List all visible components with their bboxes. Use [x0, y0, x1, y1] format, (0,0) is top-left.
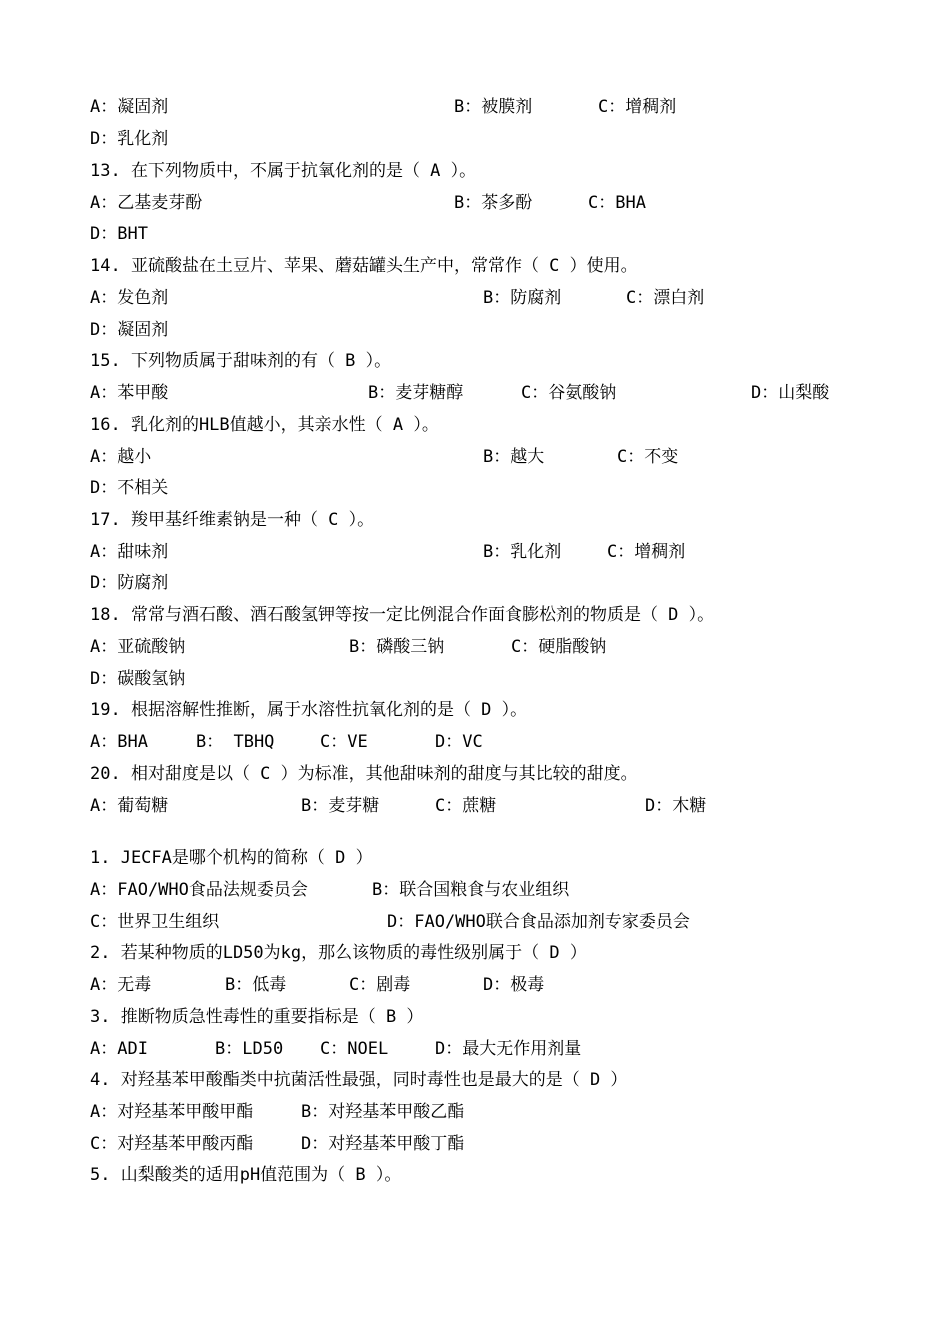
option-a: A：亚硫酸钠: [90, 637, 186, 657]
option-a: A：无毒: [90, 975, 152, 995]
option-a: A：葡萄糖: [90, 796, 169, 816]
option-b: B：对羟基苯甲酸乙酯: [301, 1102, 465, 1122]
question-text: 19. 根据溶解性推断，属于水溶性抗氧化剂的是（ D ）。: [90, 700, 528, 720]
option-c: C：硬脂酸钠: [511, 637, 607, 657]
question-text: 2. 若某种物质的LD50为kg，那么该物质的毒性级别属于（ D ）: [90, 943, 587, 963]
option-a: A：越小: [90, 447, 152, 467]
option-d: D：山梨酸: [751, 383, 830, 403]
question-text: 16. 乳化剂的HLB值越小，其亲水性（ A ）。: [90, 415, 439, 435]
option-b: B：被膜剂: [454, 97, 533, 117]
question-text: 3. 推断物质急性毒性的重要指标是（ B ）: [90, 1007, 424, 1027]
option-b: B：防腐剂: [483, 288, 562, 308]
option-b: B：LD50: [215, 1039, 284, 1059]
question-text: 4. 对羟基苯甲酸酯类中抗菌活性最强，同时毒性也是最大的是（ D ）: [90, 1070, 628, 1090]
option-b: B：麦芽糖醇: [368, 383, 464, 403]
option-d: D：VC: [435, 732, 483, 752]
option-b: B：低毒: [225, 975, 287, 995]
option-b: B：麦芽糖: [301, 796, 380, 816]
question-text: 17. 羧甲基纤维素钠是一种（ C ）。: [90, 510, 375, 530]
option-b: B：越大: [483, 447, 545, 467]
option-d: D：木糖: [645, 796, 707, 816]
option-c: C：VE: [320, 732, 368, 752]
option-c: C：增稠剂: [598, 97, 677, 117]
question-text: 13. 在下列物质中，不属于抗氧化剂的是（ A ）。: [90, 161, 477, 181]
option-c: C：剧毒: [349, 975, 411, 995]
option-a: A：凝固剂: [90, 97, 169, 117]
option-c: C：对羟基苯甲酸丙酯: [90, 1134, 254, 1154]
option-d: D：FAO/WHO联合食品添加剂专家委员会: [387, 912, 690, 932]
option-c: C：增稠剂: [607, 542, 686, 562]
option-d: D：极毒: [483, 975, 545, 995]
option-b: B： TBHQ: [196, 732, 275, 752]
question-text: 15. 下列物质属于甜味剂的有（ B ）。: [90, 351, 392, 371]
option-d: D：对羟基苯甲酸丁酯: [301, 1134, 465, 1154]
option-c: C：蔗糖: [435, 796, 497, 816]
option-a: A：ADI: [90, 1039, 148, 1059]
option-c: C：BHA: [588, 193, 646, 213]
question-text: 20. 相对甜度是以（ C ）为标准，其他甜味剂的甜度与其比较的甜度。: [90, 764, 638, 784]
option-d: D：不相关: [90, 478, 169, 498]
option-d: D：BHT: [90, 224, 148, 244]
option-a: A：对羟基苯甲酸甲酯: [90, 1102, 254, 1122]
option-a: A：FAO/WHO食品法规委员会: [90, 880, 308, 900]
question-text: 18. 常常与酒石酸、酒石酸氢钾等按一定比例混合作面食膨松剂的物质是（ D ）。: [90, 605, 715, 625]
option-a: A：甜味剂: [90, 542, 169, 562]
question-text: 14. 亚硫酸盐在土豆片、苹果、蘑菇罐头生产中，常常作（ C ）使用。: [90, 256, 638, 276]
option-d: D：碳酸氢钠: [90, 669, 186, 689]
option-b: B：磷酸三钠: [349, 637, 445, 657]
option-a: A：BHA: [90, 732, 148, 752]
option-d: D：防腐剂: [90, 573, 169, 593]
option-a: A：发色剂: [90, 288, 169, 308]
option-b: B：联合国粮食与农业组织: [372, 880, 570, 900]
option-b: B：乳化剂: [483, 542, 562, 562]
option-c: C：不变: [617, 447, 679, 467]
question-text: 1. JECFA是哪个机构的简称（ D ）: [90, 848, 373, 868]
option-a: A：苯甲酸: [90, 383, 169, 403]
option-c: C：谷氨酸钠: [521, 383, 617, 403]
option-d: D：乳化剂: [90, 129, 169, 149]
option-b: B：茶多酚: [454, 193, 533, 213]
option-d: D：最大无作用剂量: [435, 1039, 582, 1059]
option-c: C：NOEL: [320, 1039, 389, 1059]
option-c: C：世界卫生组织: [90, 912, 220, 932]
option-c: C：漂白剂: [626, 288, 705, 308]
option-d: D：凝固剂: [90, 320, 169, 340]
option-a: A：乙基麦芽酚: [90, 193, 203, 213]
question-text: 5. 山梨酸类的适用pH值范围为（ B ）。: [90, 1165, 402, 1185]
